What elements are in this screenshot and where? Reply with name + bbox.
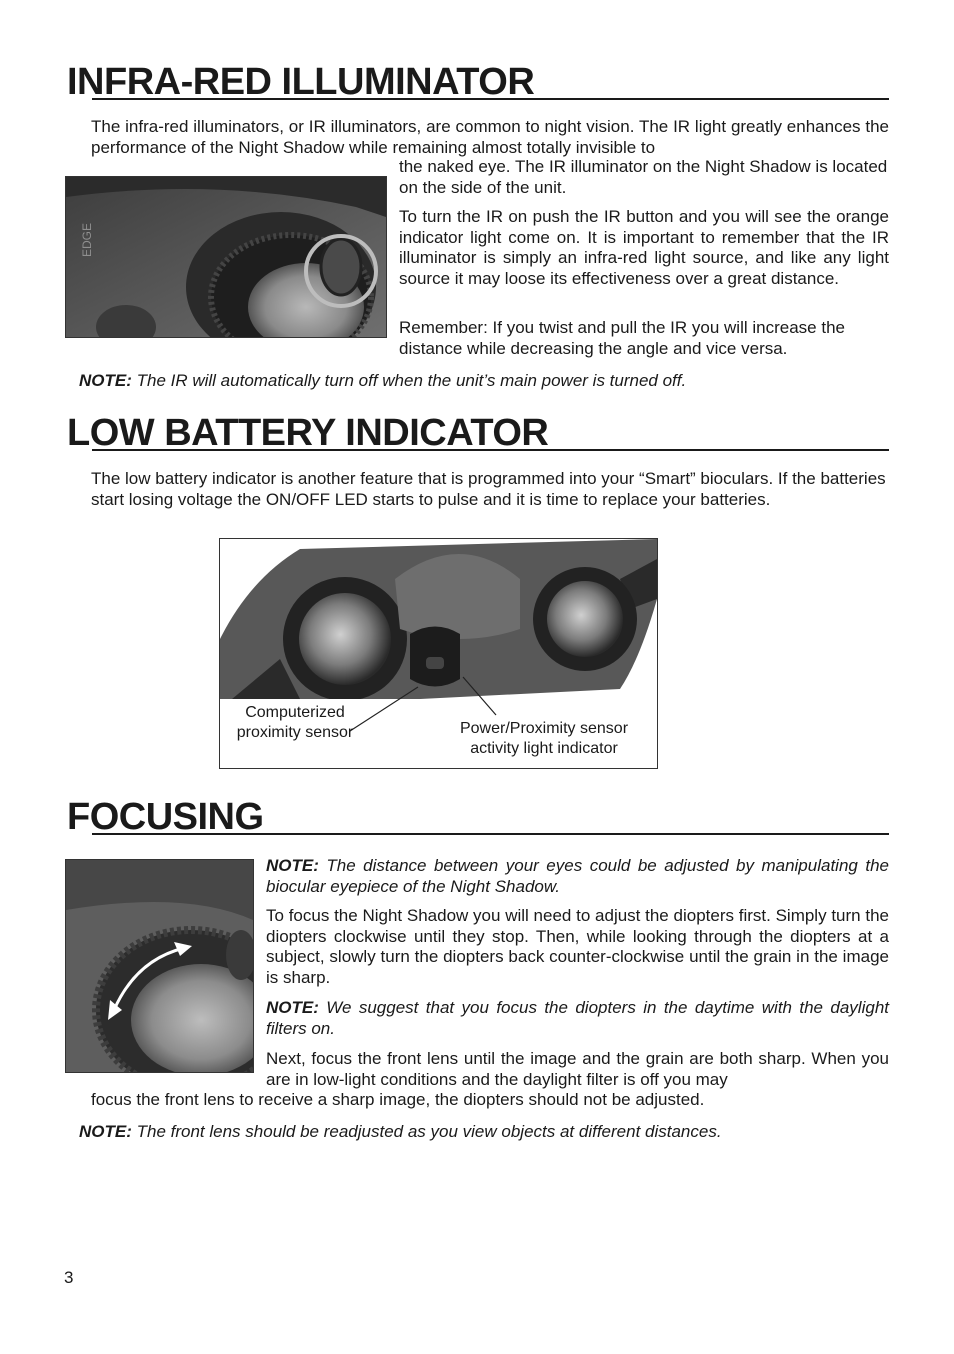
title-rule (92, 833, 889, 835)
note-text: The distance between your eyes could be adjusted by manipulating the biocular eyepiece of the Night Shadow. (266, 856, 889, 896)
ir-paragraph-1b: the naked eye. The IR illuminator on the Night Shadow is located on the side of the unit. (399, 157, 888, 197)
section-title-battery: LOW BATTERY INDICATOR (67, 412, 549, 454)
battery-paragraph: The low battery indicator is another feature that is programmed into your “Smart” bioculars. If the batteries start losing voltage the ON/OFF LED starts to pulse and it is time to replace your batteries. (91, 469, 886, 509)
ir-paragraph-1a: The infra-red illuminators, or IR illuminators, are common to night vision. The IR light greatly enhances the performance of the Night Shadow while remaining almost totally invisible to (91, 117, 889, 157)
focus-note-1 (266, 856, 889, 897)
title-rule (92, 449, 889, 451)
focus-paragraph-2b: focus the front lens to receive a sharp image, the diopters should not be adjusted. (91, 1090, 705, 1109)
note-text: The front lens should be readjusted as you view objects at different distances. (131, 1122, 722, 1141)
focus-note-2 (266, 998, 889, 1039)
note-label: NOTE: (79, 1122, 132, 1141)
page-number: 3 (64, 1268, 74, 1287)
section-title-ir: INFRA-RED ILLUMINATOR (67, 61, 535, 103)
note-text: The IR will automatically turn off when the unit’s main power is turned off. (131, 371, 687, 390)
caption-proximity-sensor: Computerized proximity sensor (236, 704, 354, 741)
note-label: NOTE: (79, 371, 132, 390)
focus-note-3 (79, 1122, 889, 1143)
ir-paragraph-3: Remember: If you twist and pull the IR you will increase the distance while decreasing the angle and vice versa. (399, 318, 845, 358)
ir-note (79, 371, 889, 392)
caption-activity-light: Power/Proximity sensor activity light indicator (459, 720, 629, 757)
section-title-focusing: FOCUSING (67, 796, 264, 838)
focus-paragraph-2a: Next, focus the front lens until the image and the grain are both sharp. When you are in low-light conditions and the daylight filter is off you may (266, 1049, 889, 1089)
focus-paragraph-1: To focus the Night Shadow you will need to adjust the diopters first. Simply turn the diopters clockwise until they stop. Then, while looking through the diopters at a subject, slowly turn the diopters back counter-clockwise until the grain in the image is sharp. (266, 906, 889, 987)
note-label: NOTE: (266, 856, 319, 875)
diopter-focus-photo (65, 859, 254, 1073)
ir-illuminator-photo (65, 176, 387, 338)
title-rule (92, 98, 889, 100)
svg-text:EDGE: EDGE (80, 222, 94, 257)
note-label: NOTE: (266, 998, 319, 1017)
ir-paragraph-2: To turn the IR on push the IR button and you will see the orange indicator light come on. It is important to remember that the IR illuminator is simply an infra-red light source, and like any light source it may loose its effectiveness over a great distance. (399, 207, 889, 288)
note-text: We suggest that you focus the diopters in the daytime with the daylight filters on. (266, 998, 889, 1038)
